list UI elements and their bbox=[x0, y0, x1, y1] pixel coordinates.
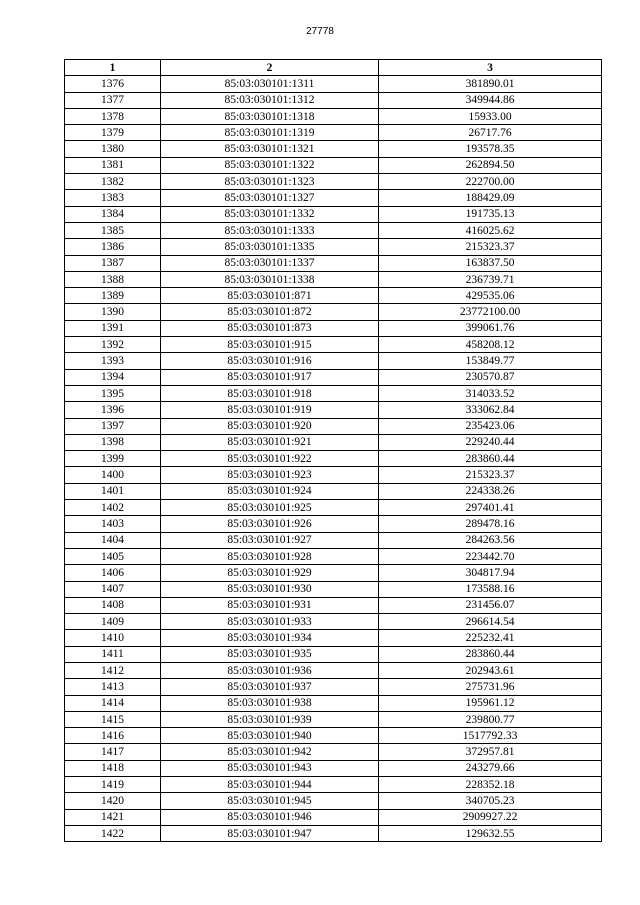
row-number-cell: 1377 bbox=[65, 92, 161, 108]
table-row bbox=[65, 793, 602, 809]
cadastral-number-cell: 85:03:030101:1319 bbox=[161, 125, 379, 141]
value-cell: 283860.44 bbox=[379, 451, 602, 467]
cadastral-number-cell: 85:03:030101:916 bbox=[161, 353, 379, 369]
row-number-cell: 1408 bbox=[65, 597, 161, 613]
table-row bbox=[65, 239, 602, 255]
row-number-cell: 1386 bbox=[65, 239, 161, 255]
row-number-cell: 1392 bbox=[65, 337, 161, 353]
row-number-cell: 1380 bbox=[65, 141, 161, 157]
cadastral-number-cell: 85:03:030101:931 bbox=[161, 597, 379, 613]
value-cell: 333062.84 bbox=[379, 402, 602, 418]
value-cell: 297401.41 bbox=[379, 500, 602, 516]
row-number-cell: 1378 bbox=[65, 108, 161, 124]
row-number-cell: 1387 bbox=[65, 255, 161, 271]
table-row bbox=[65, 630, 602, 646]
cadastral-number-cell: 85:03:030101:920 bbox=[161, 418, 379, 434]
table-row bbox=[65, 255, 602, 271]
row-number-cell: 1384 bbox=[65, 206, 161, 222]
table-row bbox=[65, 744, 602, 760]
row-number-cell: 1398 bbox=[65, 434, 161, 450]
row-number-cell: 1409 bbox=[65, 614, 161, 630]
value-cell: 153849.77 bbox=[379, 353, 602, 369]
value-cell: 243279.66 bbox=[379, 760, 602, 776]
value-cell: 239800.77 bbox=[379, 711, 602, 727]
value-cell: 314033.52 bbox=[379, 385, 602, 401]
value-cell: 225232.41 bbox=[379, 630, 602, 646]
table-row bbox=[65, 385, 602, 401]
value-cell: 416025.62 bbox=[379, 222, 602, 238]
cadastral-number-cell: 85:03:030101:940 bbox=[161, 728, 379, 744]
table-row bbox=[65, 548, 602, 564]
value-cell: 215323.37 bbox=[379, 467, 602, 483]
table-row bbox=[65, 711, 602, 727]
value-cell: 349944.86 bbox=[379, 92, 602, 108]
table-row bbox=[65, 125, 602, 141]
row-number-cell: 1382 bbox=[65, 174, 161, 190]
value-cell: 224338.26 bbox=[379, 483, 602, 499]
value-cell: 15933.00 bbox=[379, 108, 602, 124]
table-row bbox=[65, 288, 602, 304]
value-cell: 399061.76 bbox=[379, 320, 602, 336]
row-number-cell: 1420 bbox=[65, 793, 161, 809]
table-row bbox=[65, 500, 602, 516]
cadastral-number-cell: 85:03:030101:942 bbox=[161, 744, 379, 760]
row-number-cell: 1393 bbox=[65, 353, 161, 369]
cadastral-number-cell: 85:03:030101:919 bbox=[161, 402, 379, 418]
table-row bbox=[65, 679, 602, 695]
value-cell: 262894.50 bbox=[379, 157, 602, 173]
cadastral-number-cell: 85:03:030101:922 bbox=[161, 451, 379, 467]
cadastral-number-cell: 85:03:030101:938 bbox=[161, 695, 379, 711]
column-header-2: 2 bbox=[161, 60, 379, 76]
table-row bbox=[65, 190, 602, 206]
row-number-cell: 1421 bbox=[65, 809, 161, 825]
value-cell: 283860.44 bbox=[379, 646, 602, 662]
value-cell: 26717.76 bbox=[379, 125, 602, 141]
row-number-cell: 1407 bbox=[65, 581, 161, 597]
value-cell: 129632.55 bbox=[379, 825, 602, 841]
row-number-cell: 1383 bbox=[65, 190, 161, 206]
table-row bbox=[65, 614, 602, 630]
row-number-cell: 1401 bbox=[65, 483, 161, 499]
table-row bbox=[65, 271, 602, 287]
table-row bbox=[65, 516, 602, 532]
cadastral-number-cell: 85:03:030101:871 bbox=[161, 288, 379, 304]
cadastral-number-cell: 85:03:030101:1321 bbox=[161, 141, 379, 157]
table-row bbox=[65, 483, 602, 499]
table-row bbox=[65, 434, 602, 450]
cadastral-number-cell: 85:03:030101:921 bbox=[161, 434, 379, 450]
table-row bbox=[65, 451, 602, 467]
row-number-cell: 1411 bbox=[65, 646, 161, 662]
row-number-cell: 1415 bbox=[65, 711, 161, 727]
column-header-3: 3 bbox=[379, 60, 602, 76]
cadastral-number-cell: 85:03:030101:925 bbox=[161, 500, 379, 516]
row-number-cell: 1400 bbox=[65, 467, 161, 483]
value-cell: 304817.94 bbox=[379, 565, 602, 581]
value-cell: 228352.18 bbox=[379, 777, 602, 793]
row-number-cell: 1403 bbox=[65, 516, 161, 532]
cadastral-number-cell: 85:03:030101:1333 bbox=[161, 222, 379, 238]
table-row bbox=[65, 369, 602, 385]
cadastral-number-cell: 85:03:030101:927 bbox=[161, 532, 379, 548]
table-row bbox=[65, 402, 602, 418]
cadastral-number-cell: 85:03:030101:872 bbox=[161, 304, 379, 320]
row-number-cell: 1381 bbox=[65, 157, 161, 173]
row-number-cell: 1395 bbox=[65, 385, 161, 401]
cadastral-number-cell: 85:03:030101:936 bbox=[161, 662, 379, 678]
table-row bbox=[65, 76, 602, 92]
cadastral-number-cell: 85:03:030101:933 bbox=[161, 614, 379, 630]
column-header-1: 1 bbox=[65, 60, 161, 76]
value-cell: 23772100.00 bbox=[379, 304, 602, 320]
table-row bbox=[65, 695, 602, 711]
table-row bbox=[65, 646, 602, 662]
table-row bbox=[65, 565, 602, 581]
value-cell: 188429.09 bbox=[379, 190, 602, 206]
table-row bbox=[65, 532, 602, 548]
row-number-cell: 1376 bbox=[65, 76, 161, 92]
table-row bbox=[65, 728, 602, 744]
cadastral-number-cell: 85:03:030101:947 bbox=[161, 825, 379, 841]
cadastral-number-cell: 85:03:030101:926 bbox=[161, 516, 379, 532]
table-row bbox=[65, 222, 602, 238]
row-number-cell: 1390 bbox=[65, 304, 161, 320]
table-row bbox=[65, 467, 602, 483]
cadastral-number-cell: 85:03:030101:923 bbox=[161, 467, 379, 483]
value-cell: 223442.70 bbox=[379, 548, 602, 564]
value-cell: 235423.06 bbox=[379, 418, 602, 434]
data-table bbox=[64, 59, 602, 842]
cadastral-number-cell: 85:03:030101:873 bbox=[161, 320, 379, 336]
row-number-cell: 1414 bbox=[65, 695, 161, 711]
cadastral-number-cell: 85:03:030101:935 bbox=[161, 646, 379, 662]
row-number-cell: 1413 bbox=[65, 679, 161, 695]
row-number-cell: 1396 bbox=[65, 402, 161, 418]
value-cell: 372957.81 bbox=[379, 744, 602, 760]
cadastral-number-cell: 85:03:030101:944 bbox=[161, 777, 379, 793]
value-cell: 215323.37 bbox=[379, 239, 602, 255]
table-row bbox=[65, 353, 602, 369]
value-cell: 163837.50 bbox=[379, 255, 602, 271]
table-row bbox=[65, 174, 602, 190]
cadastral-number-cell: 85:03:030101:918 bbox=[161, 385, 379, 401]
value-cell: 173588.16 bbox=[379, 581, 602, 597]
value-cell: 2909927.22 bbox=[379, 809, 602, 825]
value-cell: 195961.12 bbox=[379, 695, 602, 711]
page-number: 27778 bbox=[306, 26, 334, 37]
cadastral-number-cell: 85:03:030101:1338 bbox=[161, 271, 379, 287]
table-header bbox=[65, 60, 602, 76]
cadastral-number-cell: 85:03:030101:1322 bbox=[161, 157, 379, 173]
table-row bbox=[65, 418, 602, 434]
value-cell: 296614.54 bbox=[379, 614, 602, 630]
cadastral-number-cell: 85:03:030101:930 bbox=[161, 581, 379, 597]
cadastral-number-cell: 85:03:030101:946 bbox=[161, 809, 379, 825]
value-cell: 202943.61 bbox=[379, 662, 602, 678]
value-cell: 429535.06 bbox=[379, 288, 602, 304]
value-cell: 191735.13 bbox=[379, 206, 602, 222]
table-row bbox=[65, 581, 602, 597]
cadastral-number-cell: 85:03:030101:928 bbox=[161, 548, 379, 564]
row-number-cell: 1399 bbox=[65, 451, 161, 467]
table-row bbox=[65, 760, 602, 776]
value-cell: 231456.07 bbox=[379, 597, 602, 613]
cadastral-number-cell: 85:03:030101:924 bbox=[161, 483, 379, 499]
row-number-cell: 1418 bbox=[65, 760, 161, 776]
cadastral-number-cell: 85:03:030101:1337 bbox=[161, 255, 379, 271]
row-number-cell: 1404 bbox=[65, 532, 161, 548]
value-cell: 381890.01 bbox=[379, 76, 602, 92]
table-row bbox=[65, 206, 602, 222]
cadastral-number-cell: 85:03:030101:917 bbox=[161, 369, 379, 385]
cadastral-number-cell: 85:03:030101:929 bbox=[161, 565, 379, 581]
table-row bbox=[65, 825, 602, 841]
row-number-cell: 1391 bbox=[65, 320, 161, 336]
table-row bbox=[65, 141, 602, 157]
row-number-cell: 1388 bbox=[65, 271, 161, 287]
header-row bbox=[65, 60, 602, 76]
row-number-cell: 1417 bbox=[65, 744, 161, 760]
row-number-cell: 1389 bbox=[65, 288, 161, 304]
row-number-cell: 1402 bbox=[65, 500, 161, 516]
table-row bbox=[65, 108, 602, 124]
row-number-cell: 1379 bbox=[65, 125, 161, 141]
value-cell: 236739.71 bbox=[379, 271, 602, 287]
value-cell: 222700.00 bbox=[379, 174, 602, 190]
cadastral-number-cell: 85:03:030101:934 bbox=[161, 630, 379, 646]
value-cell: 275731.96 bbox=[379, 679, 602, 695]
cadastral-number-cell: 85:03:030101:1323 bbox=[161, 174, 379, 190]
cadastral-number-cell: 85:03:030101:1332 bbox=[161, 206, 379, 222]
table-row bbox=[65, 92, 602, 108]
row-number-cell: 1422 bbox=[65, 825, 161, 841]
row-number-cell: 1419 bbox=[65, 777, 161, 793]
row-number-cell: 1397 bbox=[65, 418, 161, 434]
cadastral-number-cell: 85:03:030101:1335 bbox=[161, 239, 379, 255]
value-cell: 193578.35 bbox=[379, 141, 602, 157]
value-cell: 340705.23 bbox=[379, 793, 602, 809]
table-row bbox=[65, 777, 602, 793]
value-cell: 230570.87 bbox=[379, 369, 602, 385]
table-body bbox=[65, 76, 602, 842]
row-number-cell: 1394 bbox=[65, 369, 161, 385]
row-number-cell: 1416 bbox=[65, 728, 161, 744]
table-row bbox=[65, 157, 602, 173]
table-row bbox=[65, 662, 602, 678]
table-row bbox=[65, 337, 602, 353]
cadastral-number-cell: 85:03:030101:1318 bbox=[161, 108, 379, 124]
row-number-cell: 1405 bbox=[65, 548, 161, 564]
value-cell: 284263.56 bbox=[379, 532, 602, 548]
value-cell: 229240.44 bbox=[379, 434, 602, 450]
value-cell: 1517792.33 bbox=[379, 728, 602, 744]
row-number-cell: 1410 bbox=[65, 630, 161, 646]
table-row bbox=[65, 304, 602, 320]
value-cell: 458208.12 bbox=[379, 337, 602, 353]
value-cell: 289478.16 bbox=[379, 516, 602, 532]
cadastral-number-cell: 85:03:030101:915 bbox=[161, 337, 379, 353]
table-row bbox=[65, 809, 602, 825]
cadastral-number-cell: 85:03:030101:1327 bbox=[161, 190, 379, 206]
cadastral-number-cell: 85:03:030101:1312 bbox=[161, 92, 379, 108]
row-number-cell: 1412 bbox=[65, 662, 161, 678]
cadastral-number-cell: 85:03:030101:943 bbox=[161, 760, 379, 776]
table-row bbox=[65, 320, 602, 336]
row-number-cell: 1406 bbox=[65, 565, 161, 581]
table-row bbox=[65, 597, 602, 613]
cadastral-number-cell: 85:03:030101:1311 bbox=[161, 76, 379, 92]
cadastral-number-cell: 85:03:030101:937 bbox=[161, 679, 379, 695]
cadastral-number-cell: 85:03:030101:945 bbox=[161, 793, 379, 809]
cadastral-number-cell: 85:03:030101:939 bbox=[161, 711, 379, 727]
row-number-cell: 1385 bbox=[65, 222, 161, 238]
